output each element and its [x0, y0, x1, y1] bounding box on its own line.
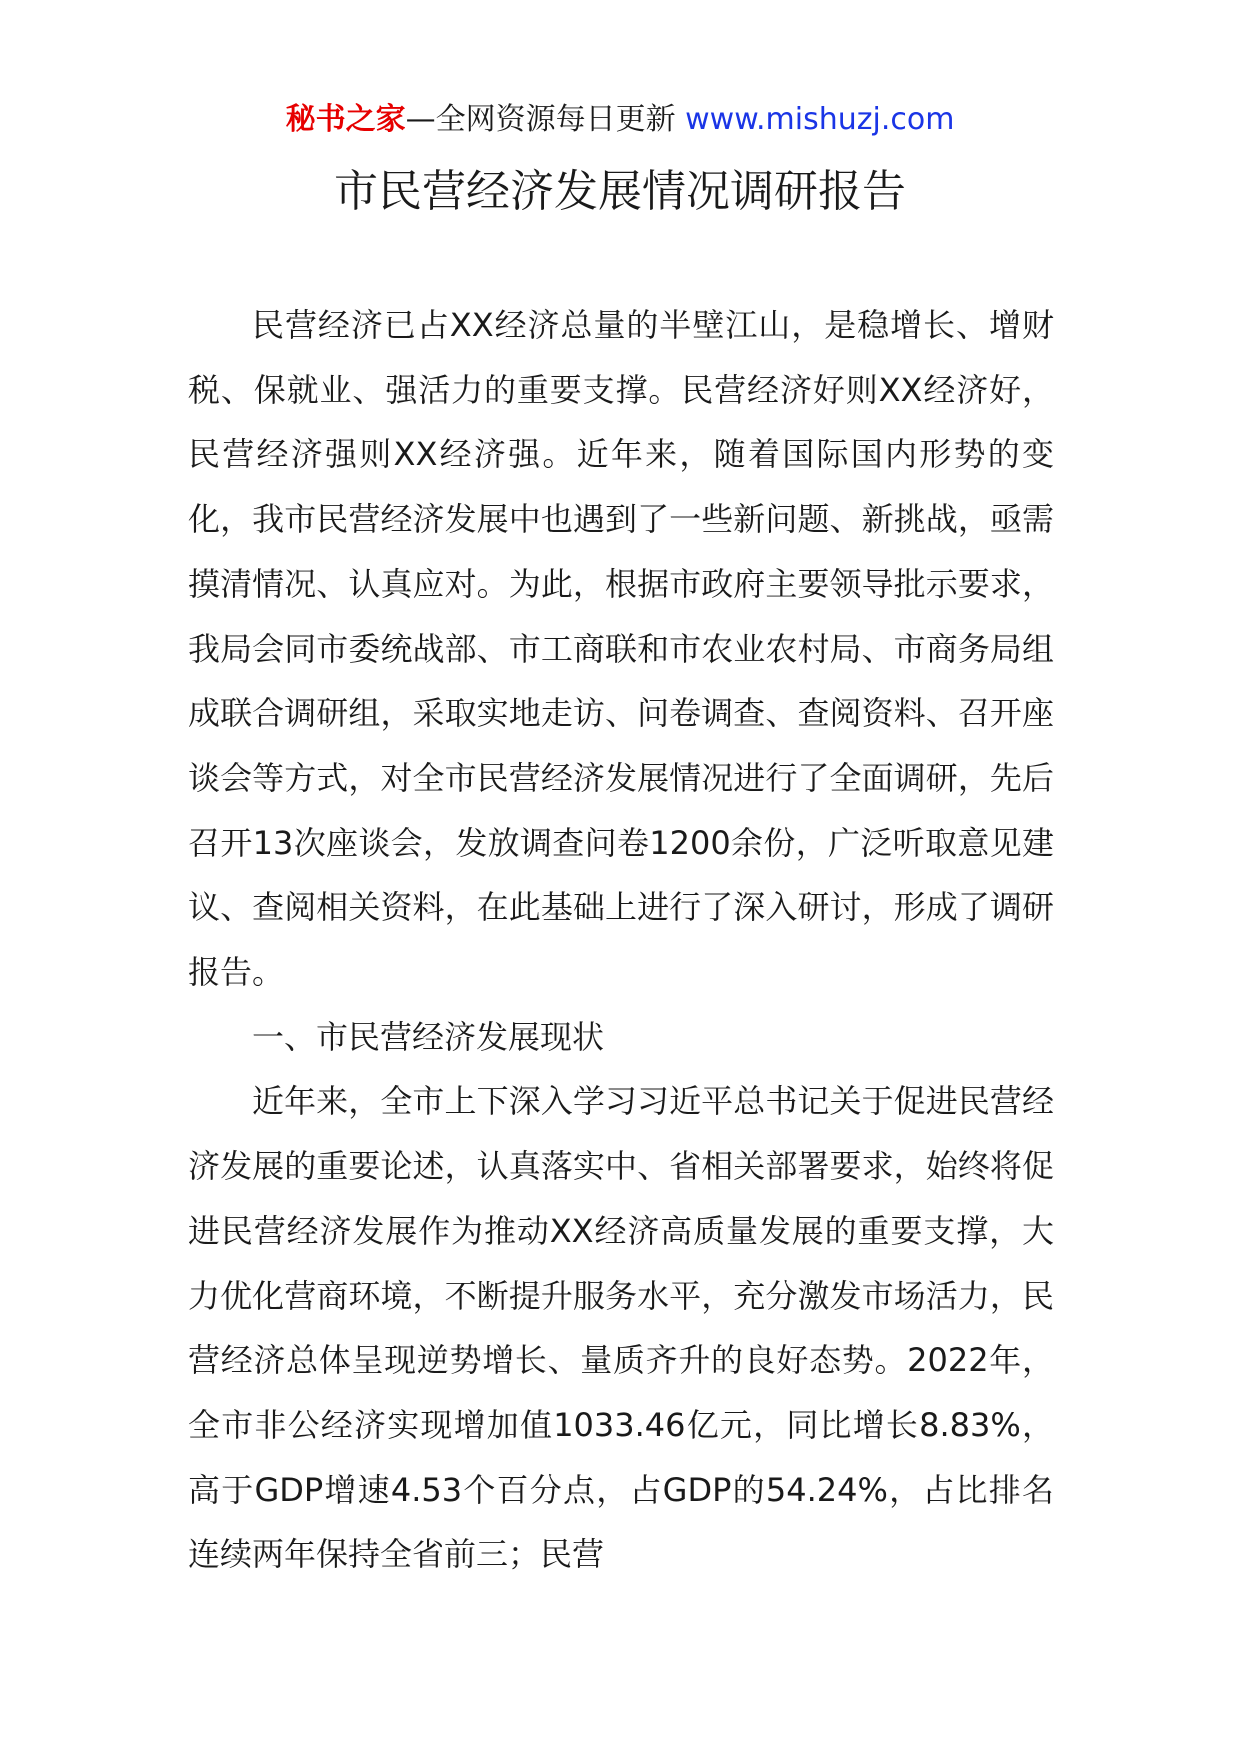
- site-brand: 秘书之家: [285, 102, 406, 137]
- site-slogan: —全网资源每日更新: [405, 102, 686, 137]
- paragraph-status: 近年来，全市上下深入学习习近平总书记关于促进民营经济发展的重要论述，认真落实中、省相关部署要求，始终将促进民营经济发展作为推动XX经济高质量发展的重要支撑，大力优化营商环境，不断提升服务水平，充分激发市场活力，民营经济总体呈现逆势增长、量质齐升的良好态势。2022年，全市非公经济实现增加值1033.46亿元，同比增长8.83%，高于GDP增速4.53个百分点，占GDP的54.24%，占比排名连续两年保持全省前三；民营: [188, 1082, 1054, 1574]
- site-header: [0, 100, 1240, 140]
- paragraph-intro: 民营经济已占XX经济总量的半壁江山，是稳增长、增财税、保就业、强活力的重要支撑。民营经济好则XX经济好，民营经济强则XX经济强。近年来，随着国际国内形势的变化，我市民营经济发展中也遇到了一些新问题、新挑战，亟需摸清情况、认真应对。为此，根据市政府主要领导批示要求，我局会同市委统战部、市工商联和市农业农村局、市商务局组成联合调研组，采取实地走访、问卷调查、查阅资料、召开座谈会等方式，对全市民营经济发展情况进行了全面调研，先后召开13次座谈会，发放调查问卷1200余份，广泛听取意见建议、查阅相关资料，在此基础上进行了深入研讨，形成了调研报告。: [188, 306, 1054, 992]
- document-body: [188, 293, 1054, 1587]
- document-title: 市民营经济发展情况调研报告: [334, 166, 906, 217]
- section-heading: 一、市民营经济发展现状: [252, 1017, 605, 1056]
- site-url-link[interactable]: www.mishuzj.com: [685, 102, 955, 137]
